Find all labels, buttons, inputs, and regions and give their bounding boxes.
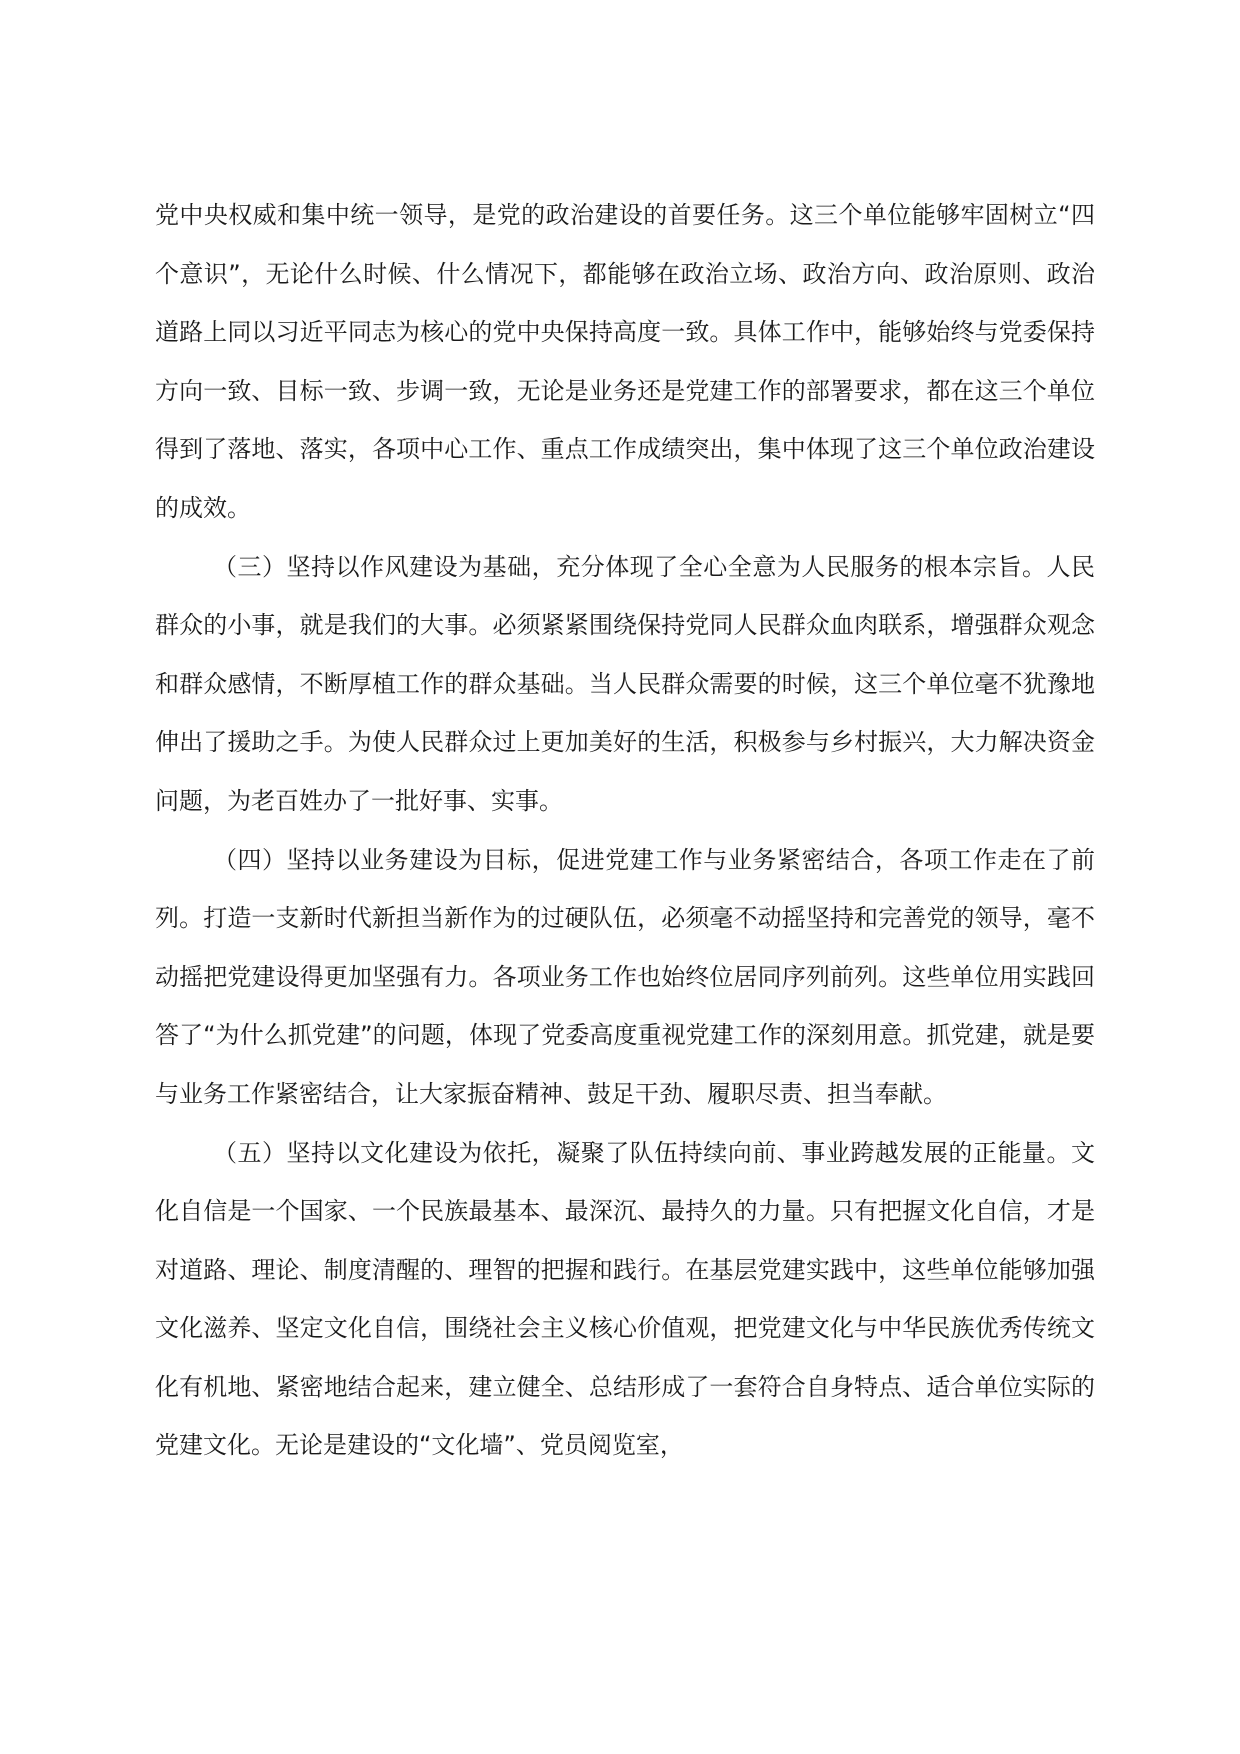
paragraph-culture-building: （五）坚持以文化建设为依托，凝聚了队伍持续向前、事业跨越发展的正能量。文化自信是一个国家、一个民族最基本、最深沉、最持久的力量。只有把握文化自信，才是对道路、理论、制度清醒的、理智的把握和践行。在基层党建实践中，这些单位能够加强文化滋养、坚定文化自信，围绕社会主义核心价值观，把党建文化与中华民族优秀传统文化有机地、紧密地结合起来，建立健全、总结形成了一套符合自身特点、适合单位实际的党建文化。无论是建设的“文化墙”、党员阅览室，: [155, 1138, 1095, 1460]
paragraph-work-style: （三）坚持以作风建设为基础，充分体现了全心全意为人民服务的根本宗旨。人民群众的小事，就是我们的大事。必须紧紧围绕保持党同人民群众血肉联系，增强群众观念和群众感情，不断厚植工作的群众基础。当人民群众需要的时候，这三个单位毫不犹豫地伸出了援助之手。为使人民群众过上更加美好的生活，积极参与乡村振兴，大力解决资金问题，为老百姓办了一批好事、实事。: [155, 552, 1095, 815]
document-body: [155, 186, 1095, 1475]
paragraph-business-building: （四）坚持以业务建设为目标，促进党建工作与业务紧密结合，各项工作走在了前列。打造一支新时代新担当新作为的过硬队伍，必须毫不动摇坚持和完善党的领导，毫不动摇把党建设得更加坚强有力。各项业务工作也始终位居同序列前列。这些单位用实践回答了“为什么抓党建”的问题，体现了党委高度重视党建工作的深刻用意。抓党建，就是要与业务工作紧密结合，让大家振奋精神、鼓足干劲、履职尽责、担当奉献。: [155, 845, 1095, 1108]
paragraph-political-building: 党中央权威和集中统一领导，是党的政治建设的首要任务。这三个单位能够牢固树立“四个意识”，无论什么时候、什么情况下，都能够在政治立场、政治方向、政治原则、政治道路上同以习近平同志为核心的党中央保持高度一致。具体工作中，能够始终与党委保持方向一致、目标一致、步调一致，无论是业务还是党建工作的部署要求，都在这三个单位得到了落地、落实，各项中心工作、重点工作成绩突出，集中体现了这三个单位政治建设的成效。: [155, 201, 1095, 522]
